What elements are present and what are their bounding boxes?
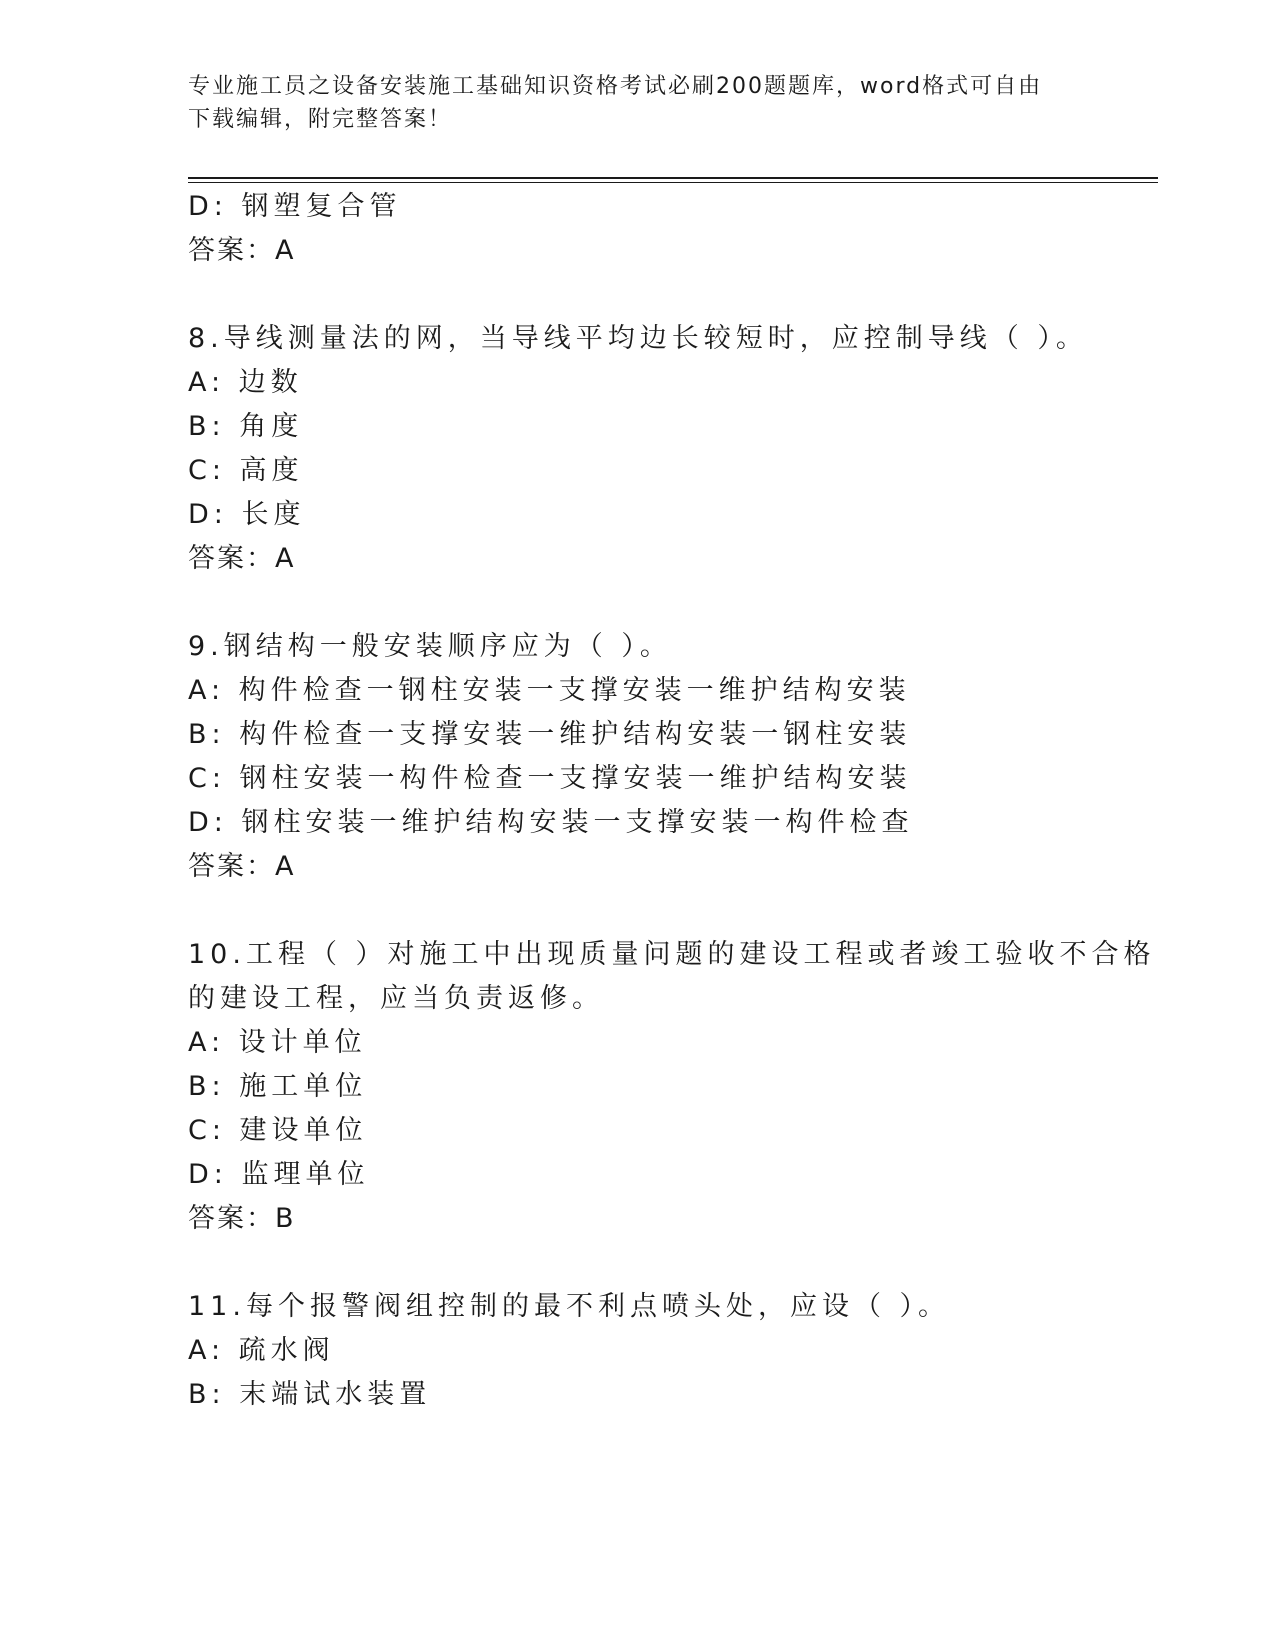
q8-option-c: C: 高度 bbox=[188, 455, 304, 486]
q9-stem: 9.钢结构一般安装顺序应为（ ）。 bbox=[188, 631, 672, 662]
q10-stem-line-2: 的建设工程，应当负责返修。 bbox=[188, 983, 604, 1014]
q9-option-c: C: 钢柱安装一构件检查一支撑安装一维护结构安装 bbox=[188, 763, 912, 794]
header-rule-thin bbox=[188, 182, 1158, 183]
q8-stem: 8.导线测量法的网，当导线平均边长较短时，应控制导线（ ）。 bbox=[188, 323, 1088, 354]
prev-answer: 答案：A bbox=[188, 235, 296, 266]
document-header bbox=[188, 70, 1088, 136]
header-line-1: 专业施工员之设备安装施工基础知识资格考试必刷200题题库，word格式可自由 bbox=[188, 74, 1043, 99]
q10-stem-line-1: 10.工程（ ）对施工中出现质量问题的建设工程或者竣工验收不合格 bbox=[188, 939, 1156, 970]
q8-option-d: D: 长度 bbox=[188, 499, 306, 530]
q8-option-b: B: 角度 bbox=[188, 411, 304, 442]
q11-option-a: A: 疏水阀 bbox=[188, 1335, 335, 1366]
q8-option-a: A: 边数 bbox=[188, 367, 303, 398]
q9-answer: 答案：A bbox=[188, 851, 296, 882]
q10-option-d: D: 监理单位 bbox=[188, 1159, 370, 1190]
prev-option-d: D: 钢塑复合管 bbox=[188, 191, 402, 222]
q10-option-a: A: 设计单位 bbox=[188, 1027, 367, 1058]
q9-option-d: D: 钢柱安装一维护结构安装一支撑安装一构件检查 bbox=[188, 807, 914, 838]
header-rule-thick bbox=[188, 177, 1158, 179]
q11-option-b: B: 末端试水装置 bbox=[188, 1379, 432, 1410]
q10-option-c: C: 建设单位 bbox=[188, 1115, 368, 1146]
header-line-2: 下载编辑，附完整答案！ bbox=[188, 107, 453, 132]
q10-option-b: B: 施工单位 bbox=[188, 1071, 368, 1102]
q8-answer: 答案：A bbox=[188, 543, 296, 574]
q10-answer: 答案：B bbox=[188, 1203, 296, 1234]
q11-stem: 11.每个报警阀组控制的最不利点喷头处，应设（ ）。 bbox=[188, 1291, 951, 1322]
q9-option-a: A: 构件检查一钢柱安装一支撑安装一维护结构安装 bbox=[188, 675, 911, 706]
q9-option-b: B: 构件检查一支撑安装一维护结构安装一钢柱安装 bbox=[188, 719, 912, 750]
